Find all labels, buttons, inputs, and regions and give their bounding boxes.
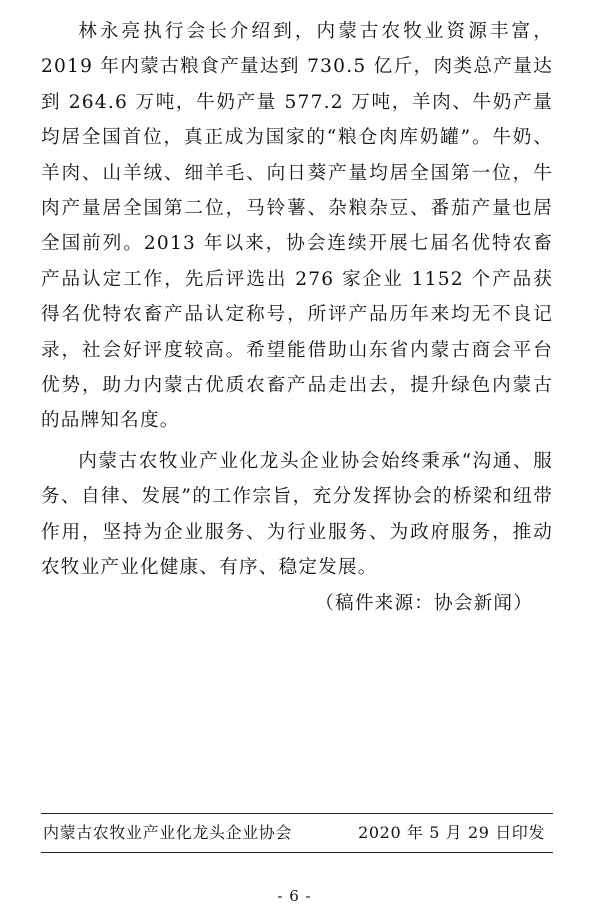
- article-paragraph-1: 林永亮执行会长介绍到，内蒙古农牧业资源丰富，2019 年内蒙古粮食产量达到 730.5 亿斤，肉类总产量达到 264.6 万吨，牛奶产量 577.2 万吨，羊肉、牛奶产量均居全国首位，真正成为国家的“粮仓肉库奶罐”。牛奶、羊肉、山羊绒、细羊毛、向日葵产量均居全国第一位，牛肉产量居全国第二位，马铃薯、杂粮杂豆、番茄产量也居全国前列。2013 年以来，协会连续开展七届名优特农畜产品认定工作，先后评选出 276 家企业 1152 个产品获得名优特农畜产品认定称号，所评产品历年来均无不良记录，社会好评度较高。希望能借助山东省内蒙古商会平台优势，助力内蒙古优质农畜产品走出去，提升绿色内蒙古的品牌知名度。: [41, 21, 553, 432]
- article-paragraph-2: 内蒙古农牧业产业化龙头企业协会始终秉承“沟通、服务、自律、发展”的工作宗旨，充分发挥协会的桥梁和纽带作用，坚持为企业服务、为行业服务、为政府服务，推动农牧业产业化健康、有序、稳定发展。: [41, 450, 553, 579]
- footer-bottom-rule: [41, 852, 553, 853]
- source-credit: （稿件来源：协会新闻）: [315, 592, 533, 614]
- publisher-name: 内蒙古农牧业产业化龙头企业协会: [43, 823, 293, 842]
- article-body: [41, 14, 553, 621]
- page-number: - 6 -: [277, 887, 312, 905]
- issue-date: 2020 年 5 月 29 日印发: [358, 823, 545, 842]
- footer-top-rule: [41, 813, 553, 814]
- footer-imprint: [41, 820, 553, 846]
